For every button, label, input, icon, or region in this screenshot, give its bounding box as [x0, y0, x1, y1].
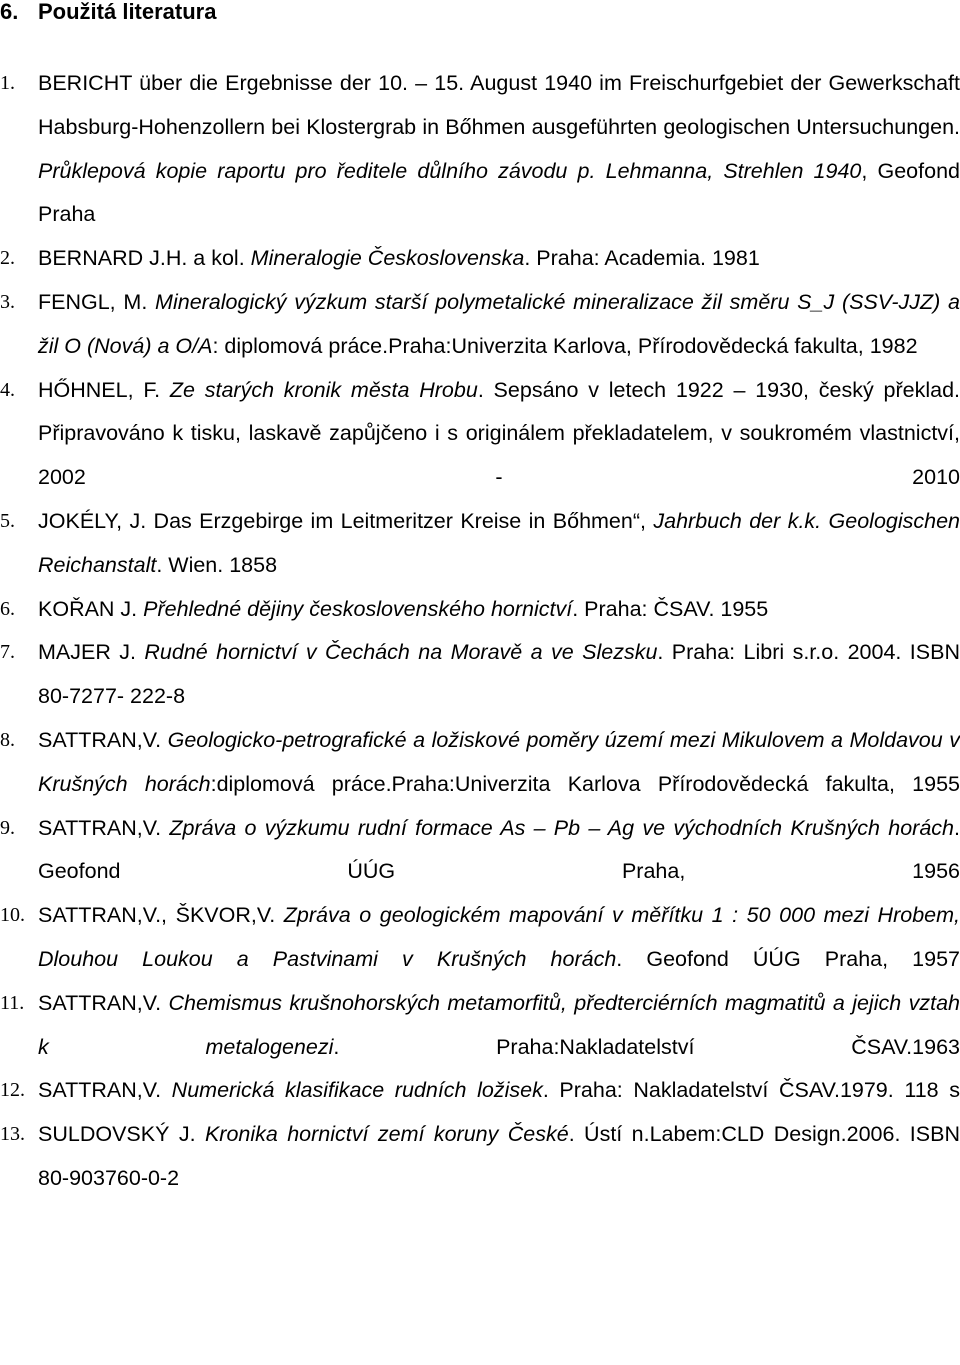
reference-title: Mineralogie Československa	[250, 246, 525, 271]
reference-item	[0, 237, 960, 281]
reference-text	[38, 807, 960, 895]
reference-text	[38, 588, 960, 632]
reference-segment: . Wien. 1858	[156, 552, 278, 577]
reference-text	[38, 237, 960, 281]
reference-title: Geologicko-petrografické a ložiskové poměry území mezi Mikulovem a Moldavou v Krušných horách	[38, 727, 960, 796]
reference-segment: SATTRAN,V., ŠKVOR,V.	[38, 903, 284, 928]
reference-title: Průklepová kopie raportu pro ředitele důlního závodu p. Lehmanna, Strehlen 1940	[38, 158, 862, 183]
reference-title: Rudné hornictví v Čechách na Moravě a ve Slezsku	[144, 640, 658, 665]
reference-text	[38, 982, 960, 1070]
reference-text	[38, 719, 960, 807]
reference-segment: . Praha: ČSAV. 1955	[572, 596, 769, 621]
reference-title: Mineralogický výzkum starší polymetalické mineralizace žil směru S_J (SSV-JJZ) a žil O (Nová) a O/A	[38, 289, 960, 358]
reference-segment: SATTRAN,V.	[38, 1078, 172, 1103]
reference-segment: KOŘAN J.	[38, 596, 144, 621]
reference-item	[0, 62, 960, 237]
reference-text	[38, 1113, 960, 1201]
reference-text	[38, 369, 960, 500]
reference-number: 1.	[0, 72, 15, 94]
reference-segment: :diplomová práce.Praha:Univerzita Karlova Přírodovědecká fakulta, 1955	[210, 771, 960, 796]
reference-number: 6.	[0, 597, 15, 620]
reference-number: 5.	[0, 509, 15, 532]
reference-item	[0, 369, 960, 500]
reference-number: 13.	[0, 1123, 25, 1146]
reference-item	[0, 982, 960, 1070]
reference-segment: JOKÉLY, J. Das Erzgebirge im Leitmeritzer Kreise in Bőhmen	[38, 508, 633, 533]
reference-segment: FENGL, M.	[38, 289, 156, 314]
reference-title: Kronika hornictví zemí koruny České	[204, 1122, 569, 1147]
reference-item	[0, 1069, 960, 1113]
reference-list	[0, 62, 960, 1201]
reference-title: Zpráva o výzkumu rudní formace As – Pb – Ag ve východních Krušných horách	[169, 815, 954, 840]
reference-number: 3.	[0, 290, 15, 313]
reference-text	[38, 894, 960, 982]
reference-segment: . Praha: Academia. 1981	[524, 246, 760, 271]
reference-number: 10.	[0, 904, 25, 927]
reference-item	[0, 719, 960, 807]
reference-item	[0, 807, 960, 895]
reference-title: Numerická klasifikace rudních ložisek	[171, 1078, 543, 1103]
reference-segment: . Sepsáno v letech 1922 – 1930, český překlad. Připravováno k tisku, laskavě zapůjčeno i s originálem překladatelem, v soukromém vlastnictví, 2002 - 2010	[38, 377, 960, 490]
reference-segment: , Geofond Praha	[38, 158, 960, 227]
reference-segment: SATTRAN,V.	[38, 727, 168, 752]
section-number: 6.	[0, 0, 19, 24]
section-heading	[0, 0, 216, 26]
section-title: Použitá literatura	[38, 0, 217, 24]
reference-segment: . Praha: Libri s.r.o. 2004. ISBN 80-7277- 222-8	[38, 640, 960, 709]
reference-number: 8.	[0, 728, 15, 751]
reference-segment: . Praha:Nakladatelství ČSAV.1963	[333, 1034, 960, 1059]
reference-segment: . Geofond ÚÚG Praha, 1956	[38, 815, 960, 884]
reference-text	[38, 281, 960, 369]
reference-number: 11.	[0, 991, 25, 1014]
reference-text	[38, 62, 960, 237]
reference-item	[0, 1113, 960, 1201]
reference-title: Ze starých kronik města Hrobu	[169, 377, 478, 402]
reference-segment: MAJER J.	[38, 640, 145, 665]
reference-item	[0, 281, 960, 369]
reference-segment: . Geofond ÚÚG Praha, 1957	[616, 946, 960, 971]
reference-title: Jahrbuch der k.k. Geologischen Reichanstalt	[38, 508, 960, 577]
reference-segment: “,	[632, 508, 654, 533]
reference-segment: SATTRAN,V.	[38, 990, 169, 1015]
reference-number: 12.	[0, 1079, 25, 1102]
reference-segment: BERNARD J.H. a kol.	[38, 246, 251, 271]
reference-segment: . Ústí n.Labem:CLD Design.2006. ISBN 80-903760-0-2	[38, 1122, 960, 1190]
reference-segment: . Praha: Nakladatelství ČSAV.1979. 118 s	[542, 1078, 960, 1103]
reference-title: Přehledné dějiny československého hornictví	[143, 596, 573, 621]
reference-number: 7.	[0, 641, 15, 664]
reference-title: Chemismus krušnohorských metamorfitů, předterciérních magmatitů a jejich vztah k metalogenezi	[38, 990, 960, 1059]
reference-number: 2.	[0, 247, 15, 270]
reference-item	[0, 500, 960, 588]
reference-segment: SULDOVSKÝ J.	[38, 1122, 205, 1147]
reference-text	[38, 631, 960, 719]
reference-segment: SATTRAN,V.	[38, 815, 170, 840]
reference-title: Zpráva o geologickém mapování v měřítku 1 : 50 000 mezi Hrobem, Dlouhou Loukou a Pastvinami v Krušných horách	[38, 903, 960, 971]
reference-text	[38, 1069, 960, 1113]
reference-number: 9.	[0, 816, 15, 839]
reference-number: 4.	[0, 378, 15, 401]
reference-item	[0, 588, 960, 632]
reference-item	[0, 631, 960, 719]
reference-segment: : diplomová práce.Praha:Univerzita Karlova, Přírodovědecká fakulta, 1982	[212, 333, 918, 358]
reference-text	[38, 500, 960, 588]
reference-segment: HŐHNEL, F.	[38, 377, 170, 402]
reference-item	[0, 894, 960, 982]
reference-segment: BERICHT über die Ergebnisse der 10. – 15. August 1940 im Freischurfgebiet der Gewerkschaft Habsburg-Hohenzollern bei Klostergrab in Bőhmen ausgeführten geologischen Untersuchungen.	[38, 71, 960, 139]
